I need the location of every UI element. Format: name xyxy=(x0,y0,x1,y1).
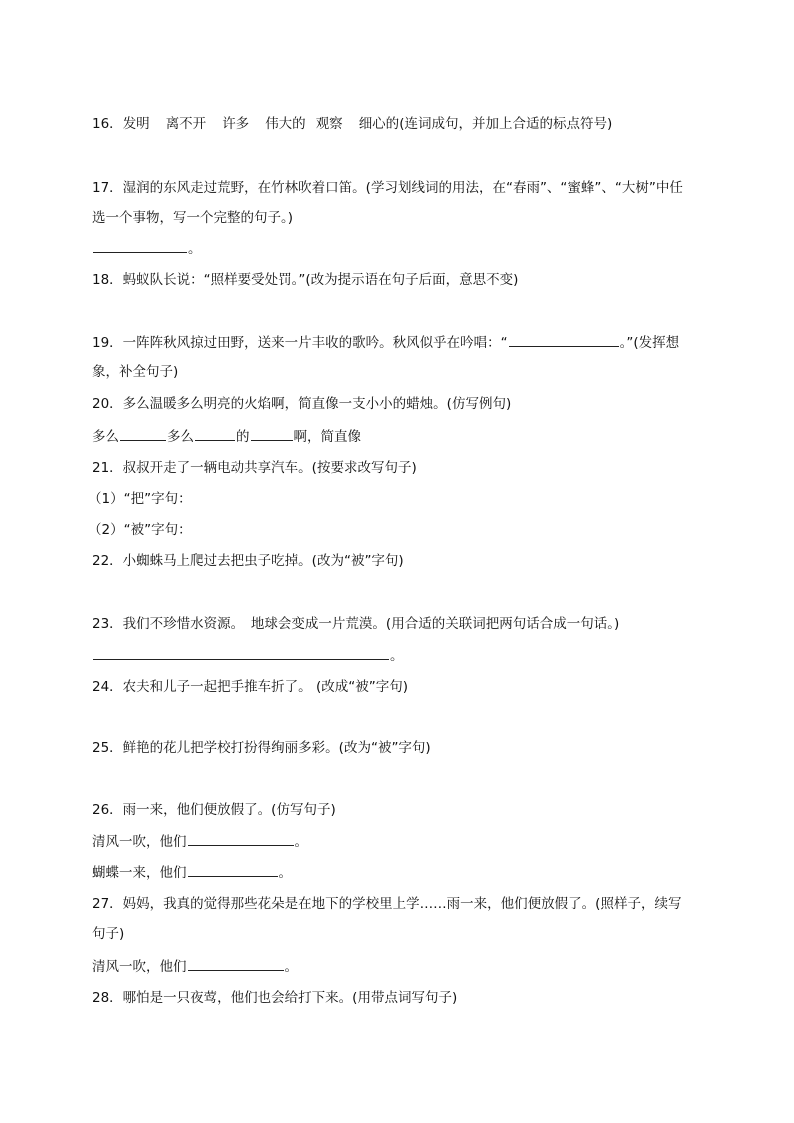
answer-blank[interactable] xyxy=(251,426,293,441)
answer-blank[interactable] xyxy=(93,645,389,660)
question-26-line-2 xyxy=(92,831,704,852)
word-1: 发明 xyxy=(122,116,150,132)
question-19-text-a: 19．一阵阵秋风掠过田野，送来一片丰收的歌吟。秋风似乎在吟唱：“ xyxy=(92,335,508,351)
answer-blank[interactable] xyxy=(188,956,284,971)
sentence-start: 蝴蝶一来，他们 xyxy=(92,865,187,881)
question-17-answer-line xyxy=(92,238,704,259)
text-duome-1: 多么 xyxy=(92,429,119,445)
answer-blank[interactable] xyxy=(120,426,166,441)
question-16-instruction: (连词成句，并加上合适的标点符号) xyxy=(399,116,613,132)
question-24: 24．农夫和儿子一起把手推车折了。 (改成“被”字句) xyxy=(92,679,408,695)
question-27-line-1: 27．妈妈，我真的觉得那些花朵是在地下的学校里上学……雨一来，他们便放假了。(照样子，续写 xyxy=(92,896,682,912)
text-de: 的 xyxy=(236,429,250,445)
question-26-line-1: 26．雨一来，他们便放假了。(仿写句子) xyxy=(92,802,336,818)
question-16-number: 16． xyxy=(92,116,123,132)
question-20-line-1: 20．多么温暖多么明亮的火焰啊，简直像一支小小的蜡烛。(仿写例句) xyxy=(92,396,512,412)
answer-blank[interactable] xyxy=(195,426,235,441)
question-21-line-1: 21．叔叔开走了一辆电动共享汽车。(按要求改写句子) xyxy=(92,460,417,476)
question-19-line-2: 象，补全句子) xyxy=(92,364,179,380)
word-5: 观察 xyxy=(315,116,343,132)
text-duome-2: 多么 xyxy=(167,429,194,445)
period: 。 xyxy=(278,865,292,881)
answer-blank[interactable] xyxy=(509,332,619,347)
period: 。 xyxy=(188,241,202,257)
question-21-sub-1: （1）“把”字句： xyxy=(88,491,192,507)
question-28: 28．哪怕是一只夜莺，他们也会给打下来。(用带点词写句子) xyxy=(92,990,458,1006)
question-17-line-1: 17．湿润的东风走过荒野，在竹林吹着口笛。(学习划线词的用法，在“春雨”、“蜜蜂”、“大树”中任 xyxy=(92,180,683,196)
word-2: 离不开 xyxy=(165,116,207,132)
question-27-line-2: 句子) xyxy=(92,926,125,942)
question-16 xyxy=(92,114,704,134)
question-27-line-3 xyxy=(92,956,704,977)
answer-blank[interactable] xyxy=(188,831,294,846)
question-21-sub-2: （2）“被”字句： xyxy=(88,522,192,538)
answer-blank[interactable] xyxy=(188,862,278,877)
question-18: 18．蚂蚁队长说：“照样要受处罚。”(改为提示语在句子后面，意思不变) xyxy=(92,272,519,288)
word-6: 细心的 xyxy=(358,116,400,132)
question-19-line-1 xyxy=(92,332,704,353)
text-ending: 啊，简直像 xyxy=(293,429,361,445)
period: 。 xyxy=(284,959,298,975)
question-22: 22．小蜘蛛马上爬过去把虫子吃掉。(改为“被”字句) xyxy=(92,553,404,569)
question-23-line-1: 23．我们不珍惜水资源。 地球会变成一片荒漠。(用合适的关联词把两句话合成一句话。) xyxy=(92,616,620,632)
question-17-line-2: 选一个事物，写一个完整的句子。) xyxy=(92,210,294,226)
answer-blank[interactable] xyxy=(93,238,187,253)
sentence-start: 清风一吹，他们 xyxy=(92,959,187,975)
question-25: 25．鲜艳的花儿把学校打扮得绚丽多彩。(改为“被”字句) xyxy=(92,740,431,756)
question-20-line-2 xyxy=(92,426,704,447)
period: 。 xyxy=(294,834,308,850)
question-23-answer-line xyxy=(92,645,704,666)
word-3: 许多 xyxy=(222,116,250,132)
sentence-start: 清风一吹，他们 xyxy=(92,834,187,850)
question-19-text-b: 。”(发挥想 xyxy=(619,335,680,351)
period: 。 xyxy=(390,648,404,664)
question-26-line-3 xyxy=(92,862,704,883)
word-4: 伟大的 xyxy=(265,116,306,132)
